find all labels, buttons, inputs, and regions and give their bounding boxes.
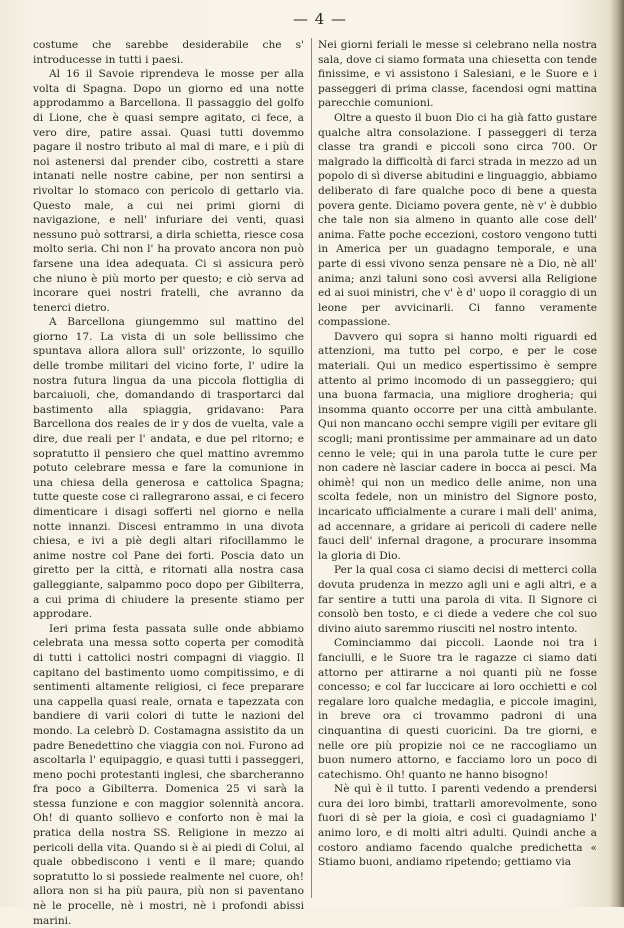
page-edge-shadow: [610, 0, 624, 907]
paragraph: costume che sarebbe desiderabile che s' introducesse in tutti i paesi.: [33, 39, 304, 66]
paragraph: Oltre a questo il buon Dio ci ha già fatto gustare qualche altra consolazione. I passeggeri di terza classe tra grandi e piccoli sono circa 700. Or malgrado la difficoltà di farci strada in mezzo ad un popolo di sì diverse abitudini e linguaggio, abbiamo deliberato di fare qualche poco di bene a questa povera gente. Diciamo povera gente, nè v' è dubbio che tale non sia almeno in quanto alle cose dell' anima. Fatte poche eccezioni, costoro vengono tutti in America per un guadagno temporale, e una parte di essi vivono senza pensare nè a Dio, nè all' anima; anzi taluni sono così avversi alla Religione ed ai suoi ministri, che v' è d' uopo il coraggio di un leone per avvicinarli. Ci fanno veramente compassione.: [318, 111, 597, 329]
paragraph: Cominciammo dai piccoli. Laonde noi tra i fanciulli, e le Suore tra le ragazze ci siamo dati attorno per attirarne a noi quanti più ne fosse concesso; e col far luccicare ai loro occhietti e col regalare loro qualche medaglia, e piccole imagini, in breve ora ci trovammo padroni di una cinquantina di questi cuoricini. Da tre giorni, e nelle ore più propizie noi ce ne raccogliamo un buon numero attorno, e facciamo loro un poco di catechismo. Oh! quanto ne hanno bisogno!: [318, 637, 597, 781]
paragraph: A Barcellona giungemmo sul mattino del giorno 17. La vista di un sole bellissimo che spuntava allora allora sull' orizzonte, lo squillo delle trombe militari del vicino forte, l' udire la nostra futura lingua da una piccola flottiglia di barcaiuoli, che, domandando di trasportarci dal bastimento alla spiaggia, gridavano: Para Barcellona dos reales de ir y dos de vuelta, vale a dire, due reali per l' andata, e due pel ritorno; e sopratutto il pensiero che quel mattino avremmo potuto celebrare messa e fare la comunione in una chiesa della generosa e cattolica Spagna; tutte queste cose ci rallegrarono assai, e ci fecero dimenticare i disagi sofferti nel giorno e nella notte innanzi. Discesi entrammo in una divota chiesa, e ivi a piè degli altari rifocillammo le anime nostre col Pane dei forti. Poscia dato un giretto per la città, e ritornati alla nostra casa galleggiante, salpammo poco dopo per Gibilterra, a cui prima di chiudere la presente stiamo per approdare.: [33, 316, 304, 621]
column-divider: [311, 38, 312, 898]
paragraph: Al 16 il Savoie riprendeva le mosse per alla volta di Spagna. Dopo un giorno ed una notte approdammo a Barcellona. Il passaggio del golfo di Lione, che è quasi sempre agitato, ci fece, a vero dire, patire assai. Quasi tutti dovemmo pagare il nostro tributo al mal di mare, e i più di noi astenersi dal prender cibo, costretti a stare intanati nelle nostre cabine, per non sentirsi a rivoltar lo stomaco con pericolo di gettarlo via. Questo male, a cui nei primi giorni di navigazione, e nell' infuriare dei venti, quasi nessuno può sottrarsi, a dirla schietta, riesce cosa molto seria. Chi non l' ha provato ancora non può farsene una idea adequata. Ci si assicura però che niuno è più morto per questo; e ciò serva ad incorare quei nostri fratelli, che avranno da tenerci dietro.: [33, 68, 304, 314]
paragraph: Nè quì è il tutto. I parenti vedendo a prendersi cura dei loro bimbi, trattarli amorevolmente, sono fuori di sè per la gioia, e così ci guadagniamo l' animo loro, e di molti altri adulti. Quindi anche a costoro andiamo facendo qualche predichetta « Stiamo buoni, andiamo ripetendo; gettiamo via: [318, 783, 597, 869]
left-column: [33, 38, 304, 928]
paragraph: Davvero qui sopra si hanno molti riguardi ed attenzioni, ma tutto pel corpo, e per le cose materiali. Qui un medico espertissimo è sempre attento al primo incomodo di un passeggiero; qui una buona farmacia, una migliore drogheria; qui insomma quanto occorre per una città ambulante. Qui non mancano occhi sempre vigili per evitare gli scogli; mani prontissime per ammainare ad un dato cenno le vele; qui in una parola tutte le cure per non cadere nè lasciar cadere in bocca ai pesci. Ma ohimè! qui non un medico delle anime, non una scolta fedele, non un ministro del Signore posto, incaricato ufficialmente a curare i mali dell' anima, ad accennare, a gridare ai pericoli di cadere nelle fauci dell' infernal dragone, a procurare insomma la gloria di Dio.: [318, 330, 597, 562]
paragraph: Per la qual cosa ci siamo decisi di metterci colla dovuta prudenza in mezzo agli uni e agli altri, e a far sentire a tutti una parola di vita. Il Signore ci consolò ben tosto, e ci diede a vedere che col suo divino aiuto saremmo riusciti nel nostro intento.: [318, 564, 597, 635]
page-number: — 4 —: [292, 10, 348, 28]
right-column: [318, 38, 597, 870]
paragraph: Ieri prima festa passata sulle onde abbiamo celebrata una messa sotto coperta per comodità di tutti i cattolici nostri compagni di viaggio. Il capitano del bastimento uomo compitissimo, e di sentimenti altamente religiosi, ci fece preparare una cappella quasi reale, ornata e tapezzata con bandiere di varii colori di tutte le nazioni del mondo. La celebrò D. Costamagna assistito da un padre Benedettino che viaggia con noi. Furono ad ascoltarla l' equipaggio, e quasi tutti i passeggeri, meno pochi protestanti inglesi, che sbarcheranno fra poco a Gibilterra. Domenica 25 vi sarà la stessa funzione e con maggior solennità ancora. Oh! di quanto sollievo e conforto non è mai la pratica della nostra SS. Religione in mezzo ai pericoli della vita. Quando si è ai piedi di Colui, al quale obbediscono i venti e il mare; quando sopratutto lo si possiede realmente nel cuore, oh! allora non si ha più paura, più non si paventano nè le procelle, nè i mostri, nè i profondi abissi marini.: [33, 622, 304, 927]
paragraph: Nei giorni feriali le messe si celebrano nella nostra sala, dove ci siamo formata una chiesetta con tende finissime, e vi assistono i Salesiani, e le Suore e i passeggeri di prima classe, facendosi ogni mattina parecchie comunioni.: [318, 39, 597, 110]
